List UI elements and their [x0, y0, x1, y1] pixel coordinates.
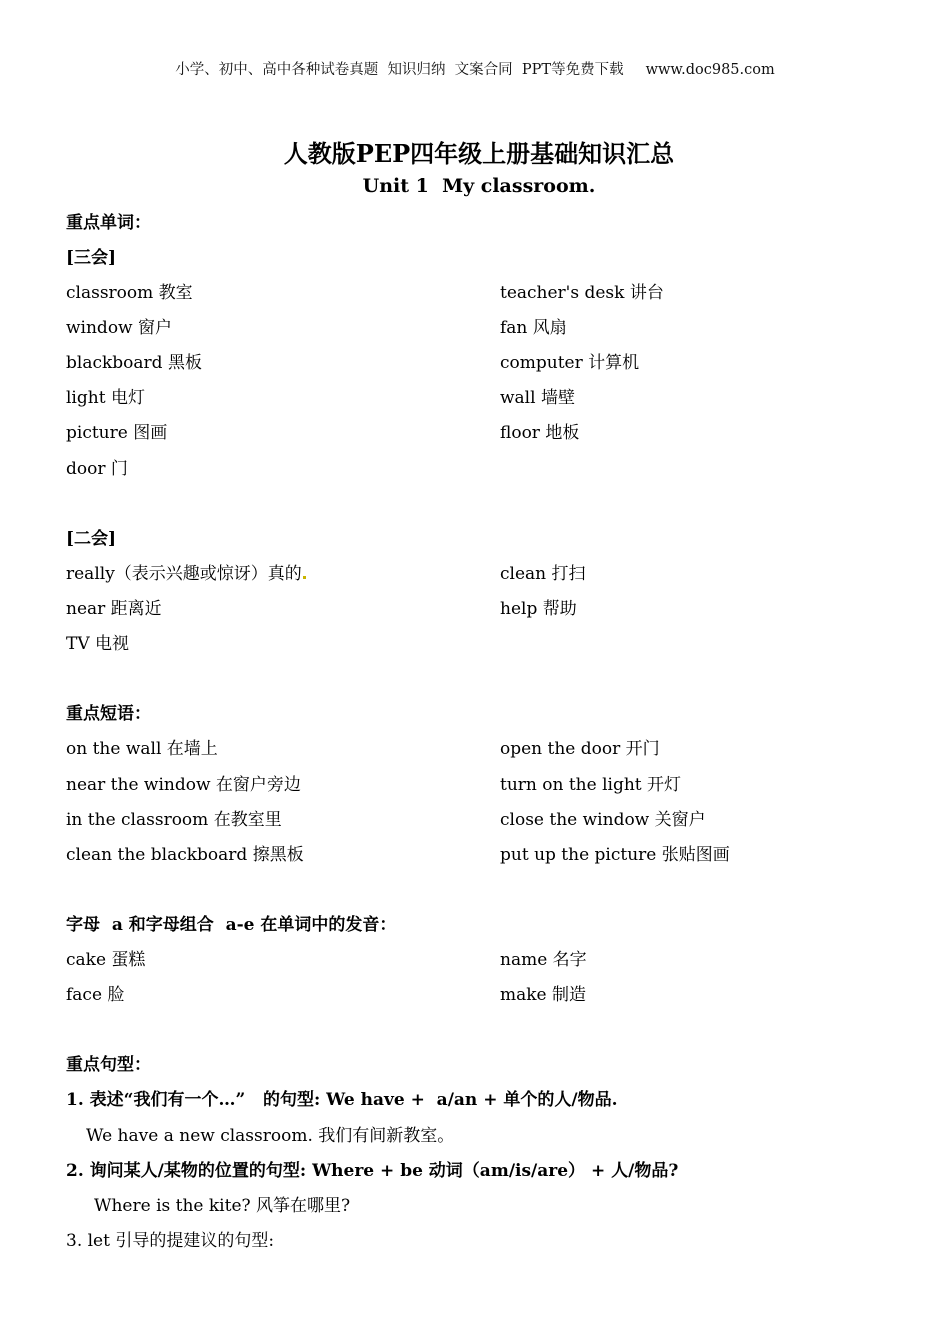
sentence-pattern-1: 1. 表述“我们有一个…” 的句型: We have + a/an + 单个的人/物品.	[66, 1090, 618, 1110]
word-item: really（表示兴趣或惊讶）真的	[66, 563, 306, 585]
word-item: picture 图画	[66, 423, 168, 443]
phrase-item: close the window 关窗户	[500, 810, 706, 830]
phonics-item: face 脸	[66, 985, 125, 1005]
phrase-item: clean the blackboard 擦黑板	[66, 845, 304, 865]
word-item: window 窗户	[66, 318, 173, 338]
annotation-mark	[303, 576, 306, 579]
phonics-item: name 名字	[500, 950, 587, 970]
header-text: 小学、初中、高中各种试卷真题 知识归纳 文案合同 PPT等免费下载	[175, 62, 624, 78]
sentence-pattern-2: 2. 询问某人/某物的位置的句型: Where + be 动词（am/is/are） + 人/物品?	[66, 1161, 679, 1181]
phrase-item: turn on the light 开灯	[500, 775, 682, 795]
header-url[interactable]: www.doc985.com	[645, 62, 775, 78]
key-phrases-heading: 重点短语：	[66, 704, 151, 724]
phonics-item: cake 蛋糕	[66, 950, 146, 970]
sentences-heading: 重点句型：	[66, 1055, 151, 1075]
phrase-item: on the wall 在墙上	[66, 739, 218, 759]
word-item: floor 地板	[500, 423, 580, 443]
unit-title: Unit 1 My classroom.	[362, 175, 596, 197]
phrase-item: near the window 在窗户旁边	[66, 775, 301, 795]
sentence-pattern-3: 3. let 引导的提建议的句型:	[66, 1231, 275, 1251]
word-item: computer 计算机	[500, 353, 640, 373]
phrase-item: open the door 开门	[500, 739, 660, 759]
sentence-example-1: We have a new classroom. 我们有间新教室。	[86, 1126, 455, 1146]
word-item: light 电灯	[66, 388, 145, 408]
key-words-heading: 重点单词：	[66, 213, 151, 233]
word-item: classroom 教室	[66, 283, 193, 303]
word-item: wall 墙壁	[500, 388, 575, 408]
word-item: TV 电视	[66, 634, 130, 654]
word-item: teacher's desk 讲台	[500, 283, 664, 303]
word-item: fan 风扇	[500, 318, 567, 338]
document-title: 人教版PEP四年级上册基础知识汇总	[283, 139, 675, 168]
phrase-item: put up the picture 张贴图画	[500, 845, 730, 865]
sentence-example-2: Where is the kite? 风筝在哪里?	[94, 1196, 351, 1216]
word-item: clean 打扫	[500, 564, 586, 584]
word-item: help 帮助	[500, 599, 577, 619]
phonics-item: make 制造	[500, 985, 587, 1005]
level2-heading: [二会]	[66, 529, 117, 549]
word-item: blackboard 黑板	[66, 353, 202, 373]
word-item: door 门	[66, 459, 128, 479]
level3-heading: [三会]	[66, 248, 117, 268]
phonics-heading: 字母 a 和字母组合 a-e 在单词中的发音：	[66, 915, 397, 935]
word-item: near 距离近	[66, 599, 162, 619]
page-header	[0, 58, 950, 79]
phrase-item: in the classroom 在教室里	[66, 810, 282, 830]
